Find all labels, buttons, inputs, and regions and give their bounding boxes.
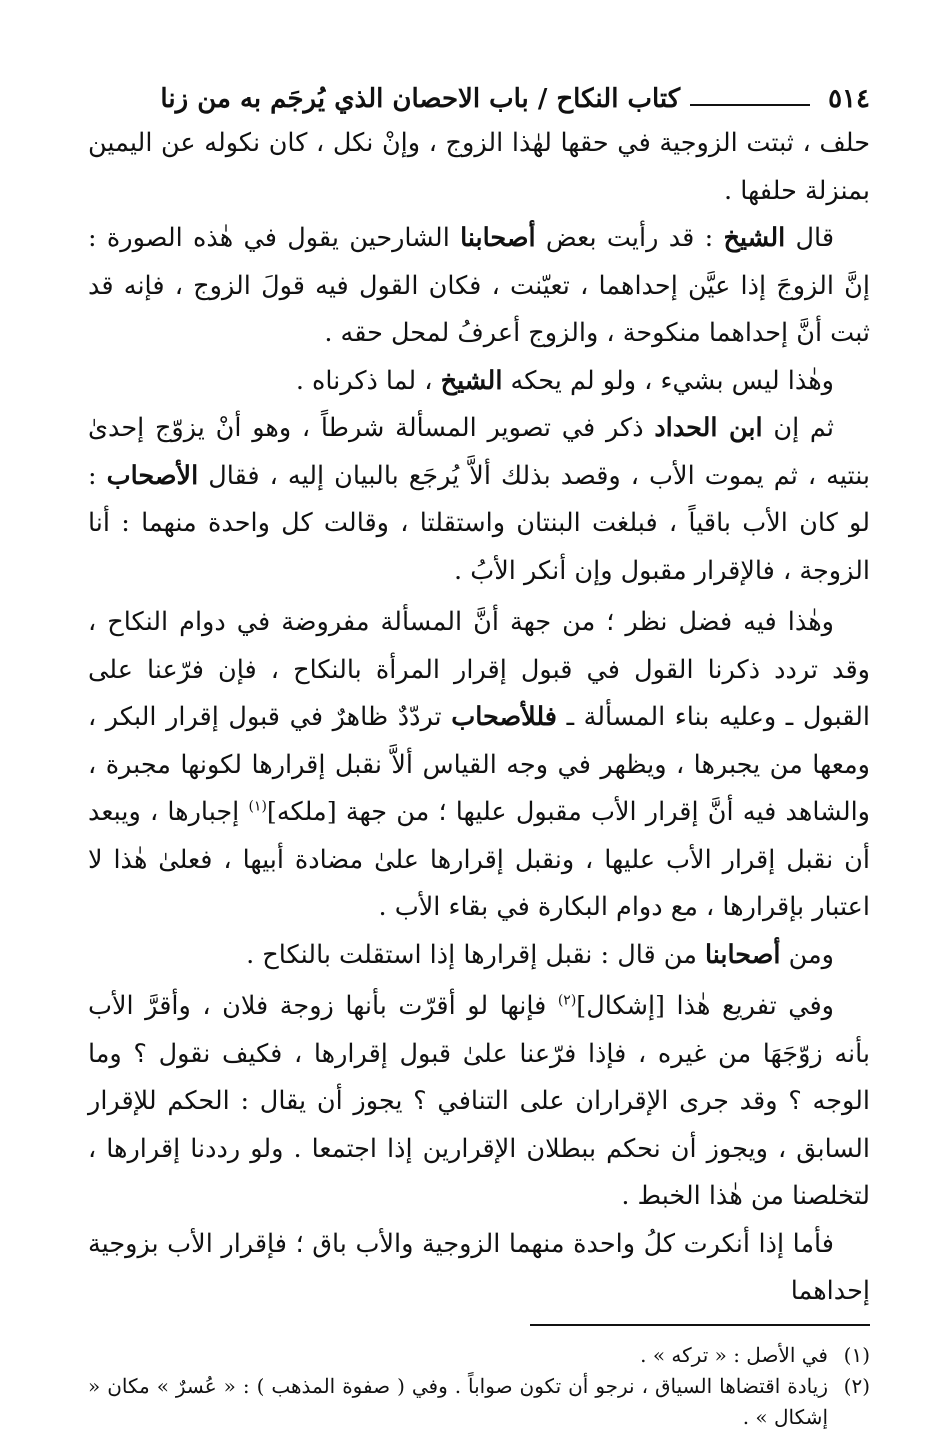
bold-term: أصحابنا <box>460 223 536 253</box>
bold-term: الأصحاب <box>106 460 199 491</box>
bold-term: فللأصحاب <box>451 702 557 732</box>
text-run: ثم إن <box>762 413 834 443</box>
paragraph <box>88 120 870 215</box>
text-run: تردّدٌ ظاهرٌ في قبول إقرار البكر ، ومعها من يجبرها ، ويظهر في وجه القياس ألاَّ نقبل إقرارها لكونها مجبرة ، والشاهد فيه أنَّ إقرار الأب مقبول عليها ؛ من جهة [ملكه] <box>88 702 871 827</box>
text-run: حلف ، ثبتت الزوجية في حقها لهٰذا الزوج ، وإنْ نكل ، كان نكوله عن اليمين بمنزلة حلفها . <box>88 128 870 206</box>
page-header <box>88 78 870 120</box>
paragraph <box>88 358 870 406</box>
text-run: ذكر في تصوير المسألة شرطاً ، وهو أنْ يزوّج إحدىٰ بنتيه ، ثم يموت الأب ، وقصد بذلك ألاَّ يُرجَع بالبيان إليه ، فقال <box>88 413 870 491</box>
footnote-text: زيادة اقتضاها السياق ، نرجو أن تكون صواباً . وفي ( صفوة المذهب ) : « عُسرٌ » مكان « إشكال » . <box>88 1373 828 1429</box>
text-run: ومن <box>780 939 834 970</box>
footnote-separator <box>530 1324 870 1326</box>
footnote-number: (١) <box>843 1342 870 1367</box>
footnote-item <box>88 1371 870 1433</box>
book-page <box>88 78 871 1429</box>
bold-term: الشيخ <box>440 365 503 396</box>
paragraph <box>88 215 870 358</box>
bold-term: الشيخ <box>723 223 786 253</box>
bold-term: ابن الحداد <box>654 413 763 443</box>
footnote-item <box>88 1340 870 1371</box>
text-run: وهٰذا ليس بشيء ، ولو لم يحكه <box>502 365 834 396</box>
text-run: فإنها لو أقرّت بأنها زوجة فلان ، وأقرَّ الأب بأنه زوّجَهَا من غيره ، فإذا فرّعنا علىٰ قبول إقرارها ، فكيف نقول ؟ وما الوجه ؟ وقد جرى الإقراران على التنافي ؟ يجوز أن يقال : الحكم للإقرار السابق ، ويجوز أن نحكم ببطلان الإقرارين إذا اجتمعا . ولو رددنا إقرارها ، لتخلصنا من هٰذا الخبط . <box>88 991 870 1211</box>
text-run: وهٰذا فيه فضل نظر ؛ من جهة أنَّ المسألة مفروضة في دوام النكاح ، وقد تردد ذكرنا القول في قبول إقرار المرأة بالنكاح ، فإن فرّعنا على القبول ـ وعليه بناء المسألة ـ <box>88 607 871 732</box>
text-run: قال <box>785 223 835 253</box>
paragraph <box>88 983 870 1221</box>
paragraph <box>88 932 870 980</box>
paragraph <box>88 599 870 932</box>
text-run: فأما إذا أنكرت كلُ واحدة منهما الزوجية والأب باق ؛ فإقرار الأب بزوجية إحداهما <box>88 1228 870 1306</box>
text-run: : قد رأيت بعض <box>535 223 724 253</box>
text-run: ، لما ذكرناه . <box>295 365 441 396</box>
text-run: : لو كان الأب باقياً ، فبلغت البنتان واستقلتا ، وقالت كل واحدة منهما : أنا الزوجة ، فالإقرار مقبول وإن أنكر الأبُ . <box>88 460 870 586</box>
footnote-reference: (٢) <box>557 992 577 1009</box>
text-run: إجبارها ، ويبعد أن نقبل إقرار الأب عليها ، ونقبل إقرارها علىٰ مضادة أبيها ، فعلىٰ هٰذا لا اعتبار بإقرارها ، مع دوام البكارة في بقاء الأب . <box>88 797 870 922</box>
bold-term: أصحابنا <box>704 939 781 970</box>
footnote-text: في الأصل : « تركه » . <box>640 1342 828 1367</box>
footnote-reference: (١) <box>248 798 267 815</box>
paragraph <box>88 405 870 595</box>
paragraph <box>88 1221 870 1316</box>
text-run: وفي تفريع هٰذا [إشكال] <box>576 991 834 1021</box>
header-rule <box>690 104 810 106</box>
footnotes <box>88 1340 870 1433</box>
text-run: من قال : نقبل إقرارها إذا استقلت بالنكاح . <box>246 939 705 970</box>
footnote-number: (٢) <box>843 1373 870 1398</box>
text-run: الشارحين يقول في هٰذه الصورة : إنَّ الزوجَ إذا عيَّن إحداهما ، تعيّنت ، فكان القول فيه قولَ الزوج ، فإنه قد ثبت أنَّ إحداهما منكوحة ، والزوج أعرفُ لمحل حقه . <box>88 223 870 348</box>
running-title: كتاب النكاح / باب الاحصان الذي يُرجَم به من زنا <box>160 84 681 114</box>
page-number: ٥١٤ <box>828 84 870 114</box>
main-text <box>88 120 870 1316</box>
